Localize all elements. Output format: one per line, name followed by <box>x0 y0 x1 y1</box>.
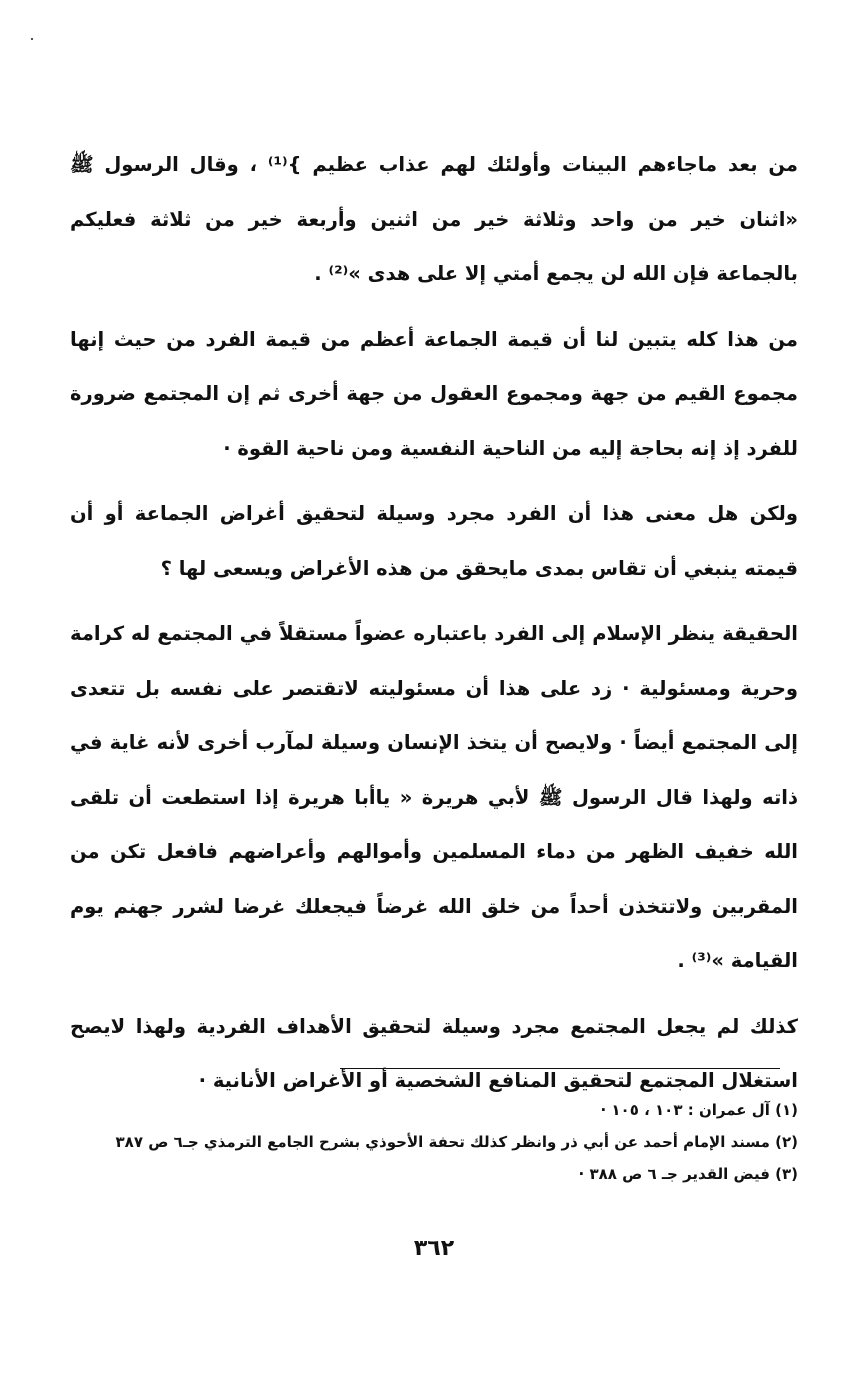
scan-speck <box>31 38 33 40</box>
footnote-1: (١) آل عمران : ١٠٣ ، ١٠٥ · <box>600 1101 798 1119</box>
footnote-3: (٣) فيض القدير جـ ٦ ص ٣٨٨ · <box>578 1165 798 1183</box>
footnote-2: (٢) مسند الإمام أحمد عن أبي ذر وانظر كذلك تحفة الأحوذي بشرح الجامع الترمذي جـ٦ ص ٣٨٧ <box>115 1133 798 1151</box>
main-text <box>70 138 798 1120</box>
paragraph-2: من هذا كله يتبين لنا أن قيمة الجماعة أعظم من قيمة الفرد من حيث إنها مجموع القيم من جهة ومجموع العقول من جهة أخرى ثم إن المجتمع ضرورة للفرد إذ إنه بحاجة إليه من الناحية النفسية ومن ناحية القوة · <box>70 327 798 460</box>
footnotes <box>60 1094 798 1190</box>
paragraph-1: من بعد ماجاءهم البينات وأولئك لهم عذاب عظيم }⁽¹⁾ ، وقال الرسول ﷺ «اثنان خير من واحد وثلاثة خير من اثنين وأربعة خير من ثلاثة فعليكم بالجماعة فإن الله لن يجمع أمتي إلا على هدى »⁽²⁾ . <box>70 153 798 285</box>
footnote-divider <box>340 1068 780 1069</box>
page-number: ٣٦٢ <box>413 1236 455 1261</box>
paragraph-4: الحقيقة ينظر الإسلام إلى الفرد باعتباره عضواً مستقلاً في المجتمع له كرامة وحرية ومسئولية · زد على هذا أن مسئوليته لاتقتصر على نفسه بل تتعدى إلى المجتمع أيضاً · ولايصح أن يتخذ الإنسان وسيلة لمآرب أخرى لأنه غاية في ذاته ولهذا قال الرسول ﷺ لأبي هريرة « ياأبا هريرة إذا استطعت أن تلقى الله خفيف الظهر من دماء المسلمين وأموالهم وأعراضهم فافعل تكن من المقربين ولاتتخذن أحداً من خلق الله غرضاً فيجعلك غرضا لشرر جهنم يوم القيامة »⁽³⁾ . <box>70 622 798 972</box>
paragraph-3: ولكن هل معنى هذا أن الفرد مجرد وسيلة لتحقيق أغراض الجماعة أو أن قيمته ينبغي أن تقاس بمدى مايحقق من هذه الأغراض ويسعى لها ؟ <box>70 502 798 580</box>
paragraph-5: كذلك لم يجعل المجتمع مجرد وسيلة لتحقيق الأهداف الفردية ولهذا لايصح استغلال المجتمع لتحقيق المنافع الشخصية أو الأغراض الأنانية · <box>70 1014 798 1092</box>
